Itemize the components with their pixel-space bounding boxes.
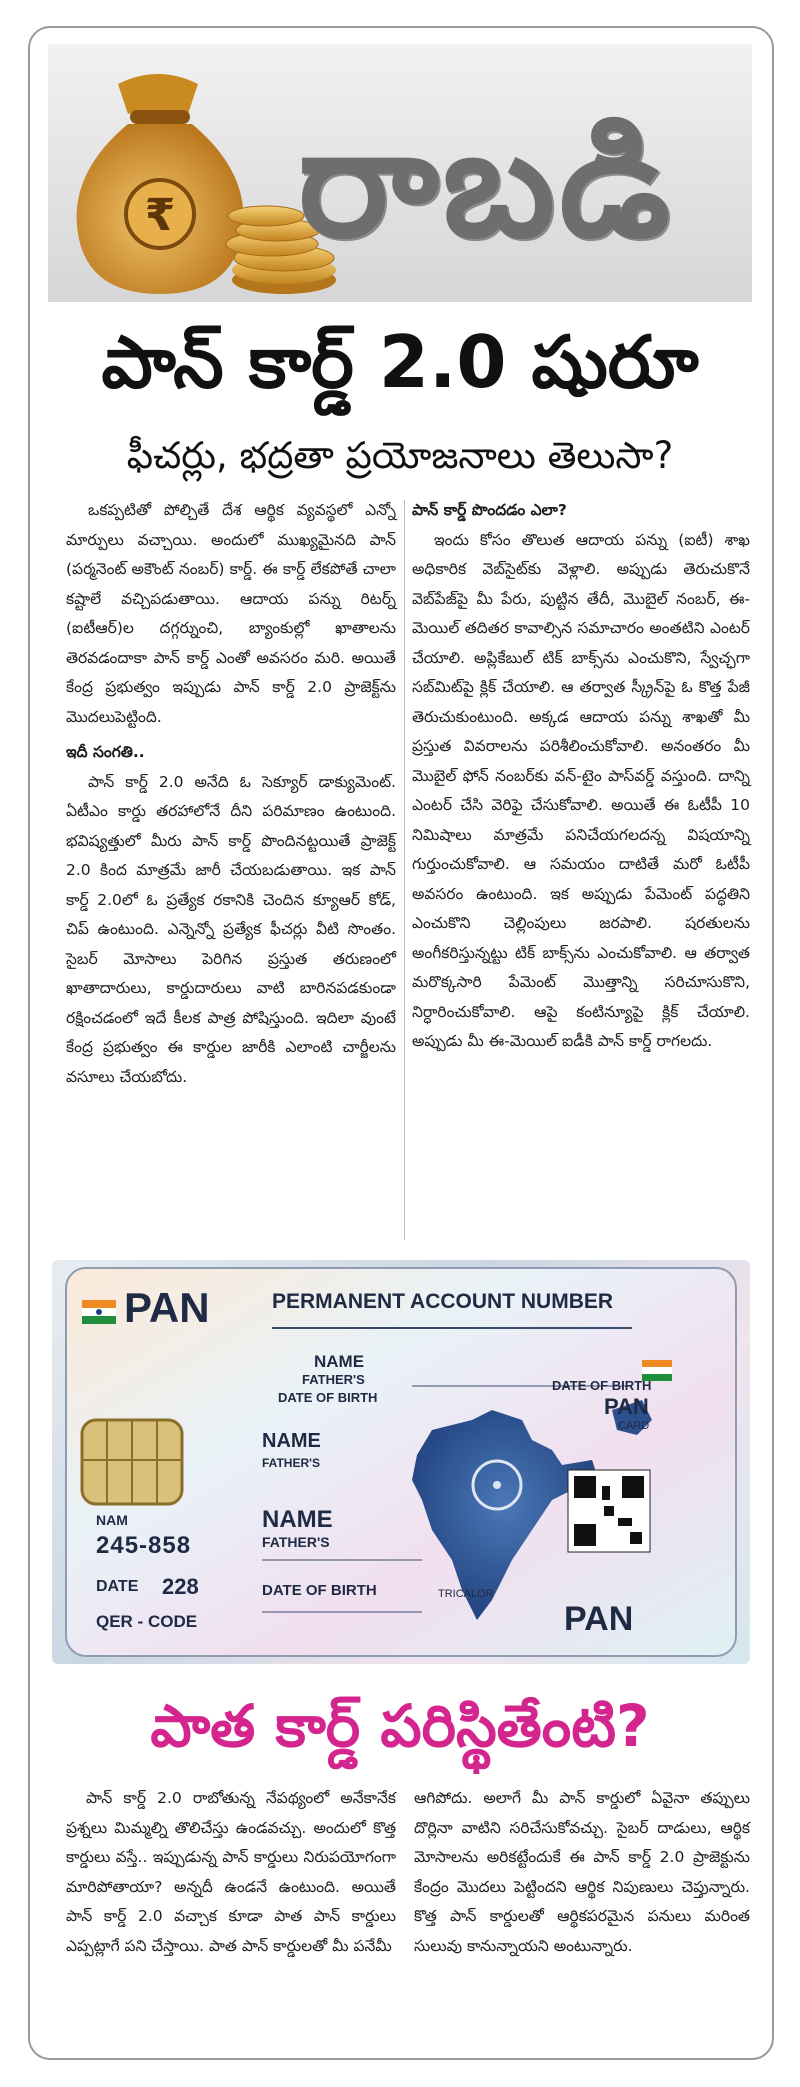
- card-word: CARD: [618, 1420, 650, 1432]
- pan-card-illustration: [52, 1260, 750, 1664]
- brand-logo-text: రాబడి: [298, 97, 675, 271]
- card-dob-big: DATE OF BIRTH: [262, 1582, 377, 1599]
- card-name-big: NAME: [262, 1506, 333, 1533]
- card-name-mid: NAME: [262, 1430, 321, 1452]
- masthead: [48, 44, 752, 302]
- section-title-old-card: పాత కార్డ్ పరిస్థితేంటి?: [150, 1692, 650, 1760]
- card-fathers-small: FATHER'S: [302, 1372, 365, 1387]
- section-heading-how-to-get: పాన్ కార్డ్ పొందడం ఎలా?: [412, 501, 567, 519]
- bottom-left-column: [66, 1784, 396, 1961]
- left-column: [66, 496, 396, 1092]
- old-card-paragraph-left: పాన్ కార్డ్ 2.0 రాబోతున్న నేపథ్యంలో అనేకానేక ప్రశ్నలు మిమ్మల్ని తొలిచేస్తు ఉండవచ్చు. అందులో కొత్త కార్డులు వస్తే.. ఇప్పుడున్న పాన్ కార్డులు నిరుపయోగంగా మారిపోతాయా? అన్నదీ ఉండనే ఉంటుంది. అయితే పాన్ కార్డ్ 2.0 వచ్చాక కూడా పాత పాన్ కార్డులు ఎప్పట్లాగే పని చేస్తాయి. పాత పాన్ కార్డులతో మీ పనేమీ: [66, 1789, 396, 1955]
- card-fathers-big: FATHER'S: [262, 1534, 330, 1550]
- card-tricolor: TRICALOR: [438, 1588, 494, 1600]
- old-card-paragraph-right: ఆగిపోదు. అలాగే మీ పాన్ కార్డులో ఏవైనా తప్పులు దొర్లినా వాటిని సరిచేసుకోవచ్చు. సైబర్ దాడులు, ఆర్థిక మోసాలను అరికట్టేందుకే ఈ పాన్ కార్డ్ 2.0 ప్రాజెక్టును కేంద్రం మొదలు పెట్టిందని ఆర్థిక నిపుణులు చెప్తున్నారు. కొత్త పాన్ కార్డులతో ఆర్థికపరమైన పనులు మరింత సులువు కానున్నాయని అంటున్నారు.: [414, 1789, 750, 1955]
- right-column: [412, 496, 750, 1057]
- bottom-right-column: [414, 1784, 750, 1961]
- card-qr-label: QER - CODE: [96, 1612, 198, 1631]
- card-title: PERMANENT ACCOUNT NUMBER: [272, 1290, 614, 1313]
- column-divider: [404, 500, 405, 1240]
- card-brand-pan: PAN: [124, 1284, 210, 1331]
- card-fathers-mid: FATHER'S: [262, 1456, 320, 1470]
- body-paragraph: పాన్ కార్డ్ 2.0 అనేది ఓ సెక్యూర్ డాక్యుమెంట్. ఏటీఎం కార్డు తరహాలోనే దీని పరిమాణం ఉంటుంది. భవిష్యత్తులో మీరు పాన్ కార్డ్ పొందినట్టయితే ప్రాజెక్ట్ 2.0 కింద మాత్రమే జారీ చేయబడుతాయి. ఇక పాన్ కార్డ్ 2.0లో ఓ ప్రత్యేక రకానికి చెందిన క్యూఆర్ కోడ్, చిప్ ఉంటుంది. ఎన్నెన్నో ప్రత్యేక ఫీచర్లు వీటి సొంతం. సైబర్ మోసాలు పెరిగిన ప్రస్తుత తరుణంలో ఖాతాదారులు, కార్డుదారులు వాటి బారినపడకుండా రక్షించడంలో ఇదే కీలక పాత్ర పోషిస్తుంది. ఇదిలా వుంటే కేంద్ర ప్రభుత్వం ఈ కార్డుల జారీకి ఎలాంటి చార్జీలను వసూలు చేయబోదు.: [66, 772, 396, 1086]
- card-pan-label: PAN: [604, 1394, 649, 1419]
- card-pan-bottom: PAN: [564, 1600, 634, 1638]
- card-dob-small: DATE OF BIRTH: [278, 1390, 378, 1405]
- card-date-left: DATE: [96, 1578, 139, 1595]
- card-nam-left: NAM: [96, 1512, 128, 1528]
- subhead: ఫీచర్లు, భద్రతా ప్రయోజనాలు తెలుసా?: [126, 434, 674, 477]
- card-number-left: 245-858: [96, 1532, 192, 1559]
- card-date-value: 228: [162, 1574, 199, 1599]
- section-heading-idi-sangathi: ఇదీ సంగతి..: [66, 743, 145, 761]
- rupee-symbol: ₹: [144, 190, 176, 241]
- card-name-small: NAME: [314, 1352, 365, 1371]
- headline: పాన్ కార్డ్ 2.0 షురూ: [101, 320, 699, 404]
- card-dob-right: DATE OF BIRTH: [552, 1378, 652, 1393]
- how-to-paragraph: ఇందు కోసం తొలుత ఆదాయ పన్ను (ఐటీ) శాఖ అధికారిక వెబ్‌సైట్‌కు వెళ్లాలి. అప్పుడు తెరుచుకొనే వెబ్‌పేజ్‌పై మీ పేరు, పుట్టిన తేదీ, మొబైల్ నంబర్, ఈ-మెయిల్ తదితర కావాల్సిన సమాచారం అంతటిని ఎంటర్ చేయాలి. అప్లికేబుల్ టిక్ బాక్స్‌ను ఎంచుకొని, స్వేచ్ఛగా సబ్‌మిట్‌పై క్లిక్ చేయాలి. ఆ తర్వాత స్క్రీన్‌పై ఓ కొత్త పేజీ తెరుచుకుంటుంది. అక్కడ ఆదాయ పన్ను శాఖతో మీ ప్రస్తుత వివరాలను పరిశీలించుకోవాలి. అనంతరం మీ మొబైల్ ఫోన్ నంబర్‌కు వన్-టైం పాస్‌వర్డ్ వస్తుంది. దాన్ని ఎంటర్ చేసి వెరిఫై చేసుకోవాలి. అయితే ఈ ఓటీపీ 10 నిమిషాలు మాత్రమే పనిచేయగలదన్న విషయాన్ని గుర్తుంచుకోవాలి. ఆ సమయం దాటితే మరో ఓటీపీ అవసరం ఉంటుంది. ఇక అప్పుడు పేమెంట్ పద్ధతిని ఎంచుకొని చెల్లింపులు జరపాలి. షరతులను అంగీకరిస్తున్నట్టు టిక్ బాక్స్‌ను ఎంచుకోవాలి. ఆ తర్వాత మరొక్కసారి పేమెంట్ మొత్తాన్ని సరిచూసుకొని, నిర్ధారించుకోవాలి. ఆపై కంటిన్యూపై క్లిక్ చేయాలి. అప్పుడు మీ ఈ-మెయిల్ ఐడీకి పాన్ కార్డ్ రాగలదు.: [412, 530, 750, 1050]
- intro-paragraph: ఒకప్పటితో పోల్చితే దేశ ఆర్థిక వ్యవస్థలో ఎన్నో మార్పులు వచ్చాయి. అందులో ముఖ్యమైనది పాన్ (పర్మనెంట్ అకౌంట్ నంబర్) కార్డ్. ఈ కార్డ్ లేకపోతే చాలా కష్టాలే వచ్చిపడుతాయి. ఆదాయ పన్ను రిటర్న్ (ఐటీఆర్)ల దగ్గర్నుంచి, బ్యాంకుల్లో ఖాతాలను తెరవడందాకా పాన్ కార్డ్ ఎంతో అవసరం మరి. అయితే కేంద్ర ప్రభుత్వం ఇప్పుడు పాన్ కార్డ్ 2.0 ప్రాజెక్ట్‌ను మొదలుపెట్టింది.: [66, 501, 396, 726]
